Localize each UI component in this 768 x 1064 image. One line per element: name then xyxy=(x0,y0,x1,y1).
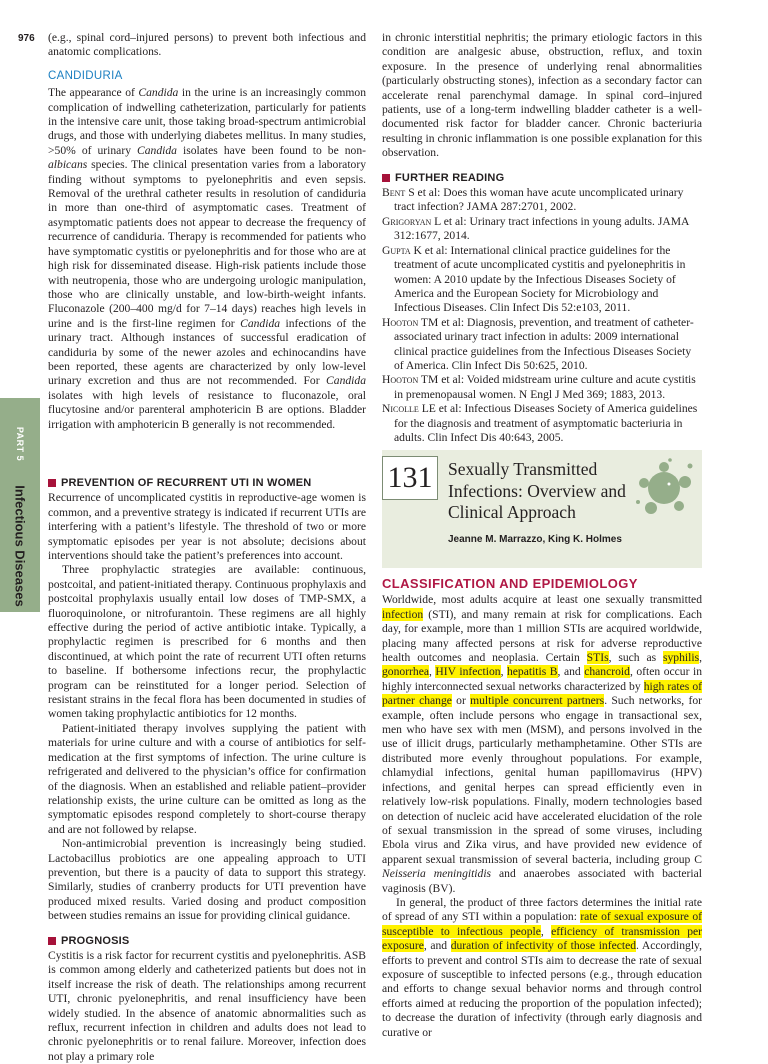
prognosis-paragraph: Cystitis is a risk factor for recurrent cystitis and pyelonephritis. ASB is common among elderly and catheterized patients but does not in itself increase the risk of death. The relationships among recurrent UTI, chronic pyelonephritis, and renal insufficiency have been widely studied. In the absence of anatomic abnormalities such as reflux, recurrent infection in children and adults does not lead to chronic pyelonephritis or to renal failure. Moreover, infection does not play a primary role xyxy=(48,948,366,1063)
classification-paragraph-1: Worldwide, most adults acquire at least one sexually transmitted infection (STI), and many remain at risk for complications. Each day, for example, more than 1 million STIs are acquired worldwide, placing many affected persons at risk for adverse reproductive health outcomes and neoplasia. Certain STIs, such as syphilis, gonorrhea, HIV infection, hepatitis B, and chancroid, often occur in highly interconnected sexual networks characterized by high rates of partner change or multiple concurrent partners. Such networks, for example, often include persons who engage in transactional sex, men who have sex with men (MSM), and persons involved in the use of illicit drugs, particularly methamphetamine. Other STIs are distributed more evenly throughout populations. For example, chlamydial infections, genital human papillomavirus (HPV) infections, and genital herpes can spread efficiently even in relatively low-risk populations. Finally, modern technologies based on detection of nucleic acid have accelerated elucidation of the role of sexual transmission in the spread of some viruses, including Ebola virus and Zika virus, and have provided new evidence of apparent sexual transmission of several bacteria, including group C Neisseria meningitidis and anaerobes associated with bacterial vaginosis (BV). xyxy=(382,593,702,895)
side-tab xyxy=(0,398,40,612)
candiduria-heading: CANDIDURIA xyxy=(48,69,123,82)
chapter-authors: Jeanne M. Marrazzo, King K. Holmes xyxy=(448,534,622,545)
square-bullet-icon xyxy=(48,479,56,487)
candiduria-paragraph: The appearance of Candida in the urine is an increasingly common complication of indwelling catheterization, particularly for patients in the intensive care unit, those taking broad-spectrum antimicrobial drugs, and those with underlying diabetes mellitus. In many studies, >50% of urinary Candida isolates have been found to be non-albicans species. The clinical presentation varies from a laboratory finding without symptoms to pyelonephritis and even sepsis. Removal of the urethral catheter results in resolution of candiduria in more than one-third of asymptomatic cases. Treatment of asymptomatic patients does not appear to decrease the frequency of recurrence of candiduria. Therapy is recommended for patients who have symptomatic cystitis or pyelonephritis and for those who are at high risk for disseminated disease. High-risk patients include those with neutropenia, those who are undergoing urologic manipulation, those who are clinically unstable, and low-birth-weight infants. Fluconazole (200–400 mg/d for 7–14 days) reaches high levels in urine and is the first-line regimen for Candida infections of the urinary tract. Although instances of successful eradication of candiduria by some of the newer azoles and echinocandins have been reported, these agents are characterized by only low-level urinary excretion and thus are not recommended. For Candida isolates with high levels of resistance to fluconazole, oral flucytosine and/or parenteral amphotericin B are options. Bladder irrigation with amphotericin B generally is not recommended. xyxy=(48,86,366,431)
reference-item xyxy=(382,373,702,402)
reference-author: Hooton xyxy=(382,315,419,329)
prevention-paragraph-2: Three prophylactic strategies are available: continuous, postcoital, and patient-initiated therapy. Continuous prophylaxis and postcoital prophylaxis usually entail low doses of TMP-SMX, a fluoroquinolone, or nitrofurantoin. These regimens are all highly effective during the period of active antibiotic intake. Typically, a prophylactic regimen is prescribed for 6 months and then discontinued, at which point the rate of recurrent UTI often returns to baseline. If bothersome infections recur, the prophylactic program can be reinstituted for a longer period. Selection of resistant strains in the fecal flora has been documented in studies of women taking prophylactic antibiotics for 12 months. xyxy=(48,563,366,721)
prevention-heading xyxy=(48,476,366,490)
chapter-header xyxy=(382,450,702,568)
prognosis-heading xyxy=(48,934,366,948)
reference-item xyxy=(382,402,702,445)
chapter-number: 131 xyxy=(382,456,438,500)
square-bullet-icon xyxy=(48,937,56,945)
prevention-paragraph-1: Recurrence of uncomplicated cystitis in reproductive-age women is common, and a preventive strategy is indicated if recurrent UTIs are interfering with a patient’s lifestyle. The threshold of two or more symptomatic episodes per year is not absolute; decisions about interventions should take the patient’s preferences into account. xyxy=(48,491,366,562)
prognosis-heading-text: PROGNOSIS xyxy=(61,934,130,947)
page-number: 976 xyxy=(18,33,35,44)
reference-text: K et al: International clinical practice guidelines for the treatment of acute uncomplicated cystitis and pyelonephritis in women: A 2010 update by the Infectious Diseases Society of America and the European Society for Microbiology and Infectious Diseases. Clin Infect Dis 52:e103, 2011. xyxy=(394,243,686,315)
reference-item xyxy=(382,244,702,316)
reference-item xyxy=(382,215,702,244)
further-reading-heading xyxy=(382,171,702,185)
left-column xyxy=(48,31,366,1064)
side-tab-title: Infectious Diseases xyxy=(12,485,28,607)
reference-item xyxy=(382,186,702,215)
reference-text: S et al: Does this woman have acute uncomplicated urinary tract infection? JAMA 287:2701, 2002. xyxy=(394,186,684,214)
reference-text: L et al: Urinary tract infections in young adults. JAMA 312:1677, 2014. xyxy=(394,214,689,243)
prevention-heading-text: PREVENTION OF RECURRENT UTI IN WOMEN xyxy=(61,476,312,489)
reference-text: LE et al: Infectious Diseases Society of America guidelines for the diagnosis and treatment of asymptomatic bacteriuria in adults. Clin Infect Dis 40:643, 2005. xyxy=(394,402,698,444)
side-tab-part: PART 5 xyxy=(15,426,25,462)
prevention-paragraph-4: Non-antimicrobial prevention is increasingly being studied. Lactobacillus probiotics are one appealing approach to UTI prevention, but there is a paucity of data to support this strategy. Similarly, studies of cranberry products for UTI prevention have produced mixed results. Varied dosing and product composition between studies remains an issue for providing clinical guidance. xyxy=(48,837,366,923)
classification-paragraph-2: In general, the product of three factors determines the initial rate of spread of any STI within a population: rate of sexual exposure of susceptible to infectious people, efficiency of transmission per exposure, and duration of infectivity of those infected. Accordingly, efforts to prevent and control STIs aim to decrease the rate of sexual exposure of susceptible to infected persons (e.g., through education and efforts to change sexual behavior norms and through control efforts aimed at reducing the proportion of the population infected); to decrease the duration of infectivity (through early diagnosis and curative or xyxy=(382,895,703,1039)
reference-list xyxy=(382,186,702,445)
reference-author: Grigoryan xyxy=(382,214,432,228)
reference-item xyxy=(382,316,702,374)
further-reading-heading-text: FURTHER READING xyxy=(395,171,505,184)
reference-text: TM et al: Voided midstream urine culture and acute cystitis in premenopausal women. N Engl J Med 369; 1883, 2013. xyxy=(394,373,696,401)
reference-author: Hooton xyxy=(382,373,419,387)
continuation-paragraph: in chronic interstitial nephritis; the primary etiologic factors in this condition are analgesic abuse, obstruction, reflux, and toxin exposure. In the presence of underlying renal abnormalities (particularly obstructing stones), infection as a secondary factor can accelerate renal parenchymal damage. In spinal cord–injured patients, use of a long-term indwelling bladder catheter is a well-documented risk factor for bladder cancer. Chronic bacteriuria resulting in chronic inflammation is one possible explanation for this observation. xyxy=(382,31,702,160)
classification-heading: CLASSIFICATION AND EPIDEMIOLOGY xyxy=(382,576,638,591)
reference-author: Gupta xyxy=(382,243,411,257)
square-bullet-icon xyxy=(382,174,390,182)
prevention-paragraph-3: Patient-initiated therapy involves supplying the patient with materials for urine culture and with a course of antibiotics for self-medication at the first symptoms of infection. The urine culture is refrigerated and delivered to the physician’s office for confirmation of the diagnosis. When an established and reliable patient–provider relationship exists, the urine culture can be omitted as long as the symptomatic episodes respond completely to short-course therapy and are not followed by relapse. xyxy=(48,721,366,836)
reference-author: Nicolle xyxy=(382,402,419,416)
intro-paragraph: (e.g., spinal cord–injured persons) to prevent both infectious and anatomic complications. xyxy=(48,31,366,59)
reference-author: Bent xyxy=(382,186,406,200)
right-column-top xyxy=(382,31,702,445)
right-column-bottom xyxy=(382,577,702,1040)
ink-splash-icon xyxy=(632,456,696,520)
chapter-title: Sexually Transmitted Infections: Overview and Clinical Approach xyxy=(448,459,626,522)
reference-text: TM et al: Diagnosis, prevention, and treatment of catheter-associated urinary tract infection in adults: 2009 international clinical practice guidelines from the Infectious Diseases Society of America. Clin Infect Dis 50:625, 2010. xyxy=(394,315,694,372)
